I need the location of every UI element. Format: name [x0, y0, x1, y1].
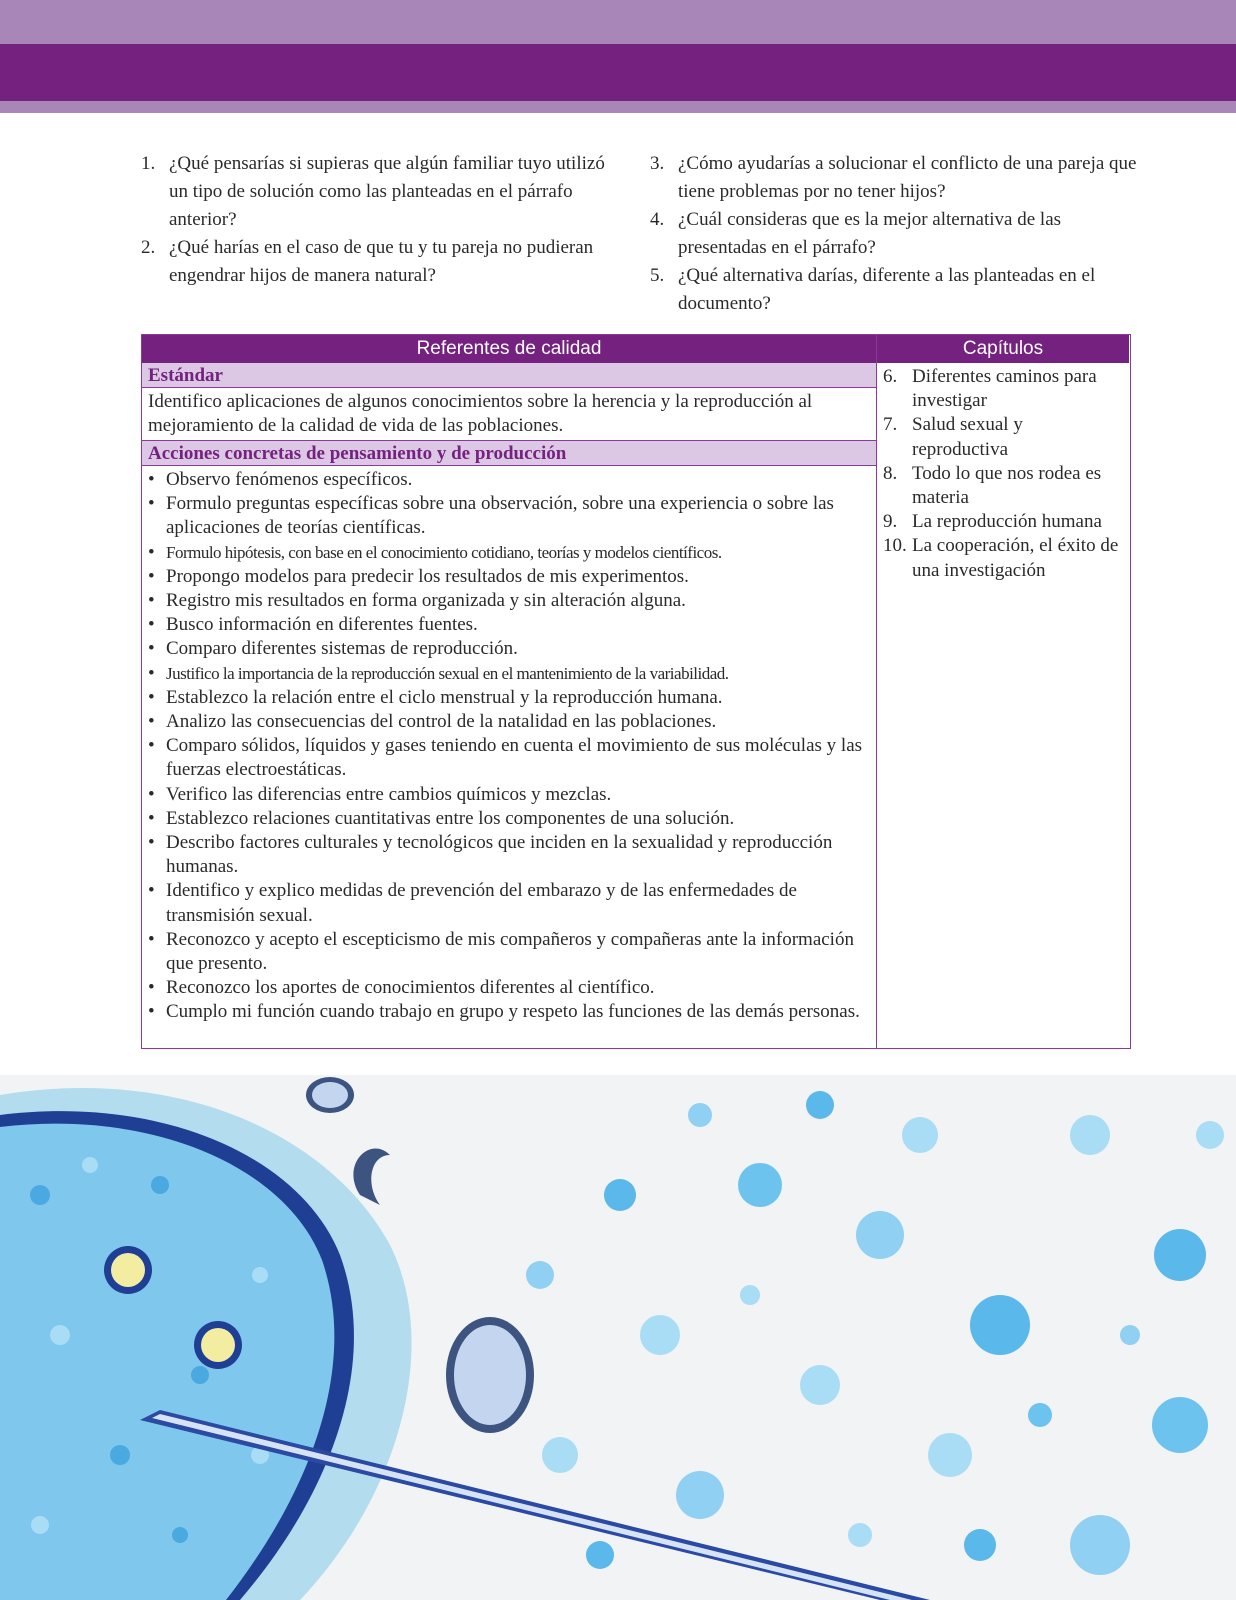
chapter-number: 9. — [883, 511, 898, 533]
action-item — [148, 879, 870, 927]
chapter-number: 10. — [883, 535, 907, 557]
bullet: • — [148, 614, 155, 636]
question-item — [650, 206, 1140, 262]
action-text: Analizo las consecuencias del control de la natalidad en las poblaciones. — [166, 711, 717, 733]
standard-label: Estándar — [142, 363, 876, 388]
question-text: ¿Cómo ayudarías a solucionar el conflicto de una pareja que tiene problemas por no tener hijos? — [678, 153, 1137, 202]
action-text: Cumplo mi función cuando trabajo en grupo y respeto las funciones de las demás personas. — [166, 1001, 860, 1023]
chapter-item — [883, 413, 1123, 461]
chapter-item — [883, 534, 1123, 582]
bullet: • — [148, 565, 155, 587]
bullet: • — [148, 469, 155, 490]
question-number: 1. — [141, 153, 156, 174]
action-item — [148, 613, 870, 637]
bullet: • — [148, 832, 155, 854]
action-item — [148, 807, 870, 831]
header-band-light — [0, 0, 1236, 44]
nucleus-1-core — [111, 1253, 145, 1287]
action-text: Establezco la relación entre el ciclo menstrual y la reproducción humana. — [166, 686, 723, 708]
bullet: • — [148, 686, 155, 708]
quality-references-table — [141, 334, 1131, 1049]
action-text: Verifico las diferencias entre cambios químicos y mezclas. — [166, 783, 612, 805]
action-text: Justifico la importancia de la reproducción sexual en el mantenimiento de la variabilidad. — [166, 663, 729, 683]
action-item — [148, 976, 870, 1000]
bullet: • — [148, 638, 155, 660]
polar-body-inner — [454, 1325, 526, 1425]
chapter-item — [883, 462, 1123, 510]
chapter-number: 8. — [883, 462, 898, 484]
bullet: • — [148, 590, 155, 612]
bullet: • — [148, 807, 155, 829]
question-number: 3. — [650, 153, 665, 174]
question-text: ¿Qué harías en el caso de que tu y tu pareja no pudieran engendrar hijos de manera natural? — [169, 237, 594, 286]
chapters-column — [877, 335, 1129, 1048]
action-item — [148, 565, 870, 589]
bullet: • — [148, 662, 155, 684]
action-text: Establezco relaciones cuantitativas entre los componentes de una solución. — [166, 807, 735, 829]
action-text: Comparo sólidos, líquidos y gases teniendo en cuenta el movimiento de sus moléculas y las fuerzas electroestáticas. — [166, 735, 863, 781]
action-text: Reconozco y acepto el escepticismo de mis compañeros y compañeras ante la información que presento. — [166, 928, 854, 975]
action-text: Describo factores culturales y tecnológicos que inciden en la sexualidad y reproducción humanas. — [166, 832, 833, 878]
action-item — [148, 662, 870, 686]
table-header-references: Referentes de calidad — [142, 335, 876, 363]
question-number: 5. — [650, 265, 665, 286]
chapter-title: La cooperación, el éxito de una investigación — [912, 535, 1119, 581]
header-band-bottom — [0, 101, 1236, 113]
standard-text: Identifico aplicaciones de algunos conocimientos sobre la herencia y la reproducción al mejoramiento de la calidad de vida de las poblaciones. — [142, 388, 876, 441]
bullet: • — [148, 880, 155, 902]
action-text: Comparo diferentes sistemas de reproducción. — [166, 638, 518, 660]
bullet: • — [148, 977, 155, 999]
action-text: Reconozco los aportes de conocimientos diferentes al científico. — [166, 977, 655, 999]
actions-label: Acciones concretas de pensamiento y de producción — [142, 441, 876, 466]
action-text: Busco información en diferentes fuentes. — [166, 614, 478, 636]
action-item — [148, 928, 870, 976]
actions-list — [142, 466, 876, 1025]
action-item — [148, 492, 870, 540]
action-text: Identifico y explico medidas de prevención del embarazo y de las enfermedades de transmisión sexual. — [166, 880, 797, 926]
bullet: • — [148, 735, 155, 757]
table-header-chapters: Capítulos — [877, 335, 1129, 363]
question-text: ¿Qué alternativa darías, diferente a las planteadas en el documento? — [678, 265, 1096, 314]
action-text: Observo fenómenos específicos. — [166, 469, 413, 490]
question-item — [141, 150, 621, 234]
bullet: • — [148, 541, 155, 563]
action-item — [148, 468, 870, 492]
action-text: Propongo modelos para predecir los resultados de mis experimentos. — [166, 565, 689, 587]
bullet: • — [148, 783, 155, 805]
bullet: • — [148, 1001, 155, 1023]
chapter-title: Salud sexual y reproductiva — [912, 414, 1023, 460]
action-text: Registro mis resultados en forma organizada y sin alteración alguna. — [166, 590, 686, 612]
question-text: ¿Qué pensarías si supieras que algún familiar tuyo utilizó un tipo de solución como las planteadas en el párrafo anterior? — [169, 153, 605, 230]
chapter-item — [883, 510, 1123, 534]
action-item — [148, 1000, 870, 1024]
question-number: 4. — [650, 209, 665, 230]
action-item — [148, 589, 870, 613]
chapter-title: Diferentes caminos para investigar — [912, 366, 1097, 412]
bullet: • — [148, 493, 155, 515]
question-text: ¿Cuál consideras que es la mejor alternativa de las presentadas en el párrafo? — [678, 209, 1062, 258]
action-text: Formulo preguntas específicas sobre una observación, sobre una experiencia o sobre las aplicaciones de teorías científicas. — [166, 493, 834, 539]
vesicle-top-inner — [312, 1082, 348, 1108]
chapter-title: Todo lo que nos rodea es materia — [912, 462, 1102, 509]
header-band-dark — [0, 44, 1236, 101]
egg-cell-illustration — [0, 1075, 1236, 1600]
action-item — [148, 637, 870, 661]
action-text: Formulo hipótesis, con base en el conocimiento cotidiano, teorías y modelos científicos. — [166, 542, 722, 562]
chapter-title: La reproducción humana — [912, 511, 1102, 533]
question-item — [650, 262, 1140, 318]
chapter-number: 7. — [883, 414, 898, 436]
chapter-number: 6. — [883, 366, 898, 387]
action-item — [148, 686, 870, 710]
question-number: 2. — [141, 237, 156, 258]
questions-left — [141, 150, 621, 290]
action-item — [148, 734, 870, 782]
nucleus-2-core — [201, 1328, 235, 1362]
chapters-list — [877, 363, 1129, 583]
action-item — [148, 831, 870, 879]
question-item — [141, 234, 621, 290]
action-item — [148, 710, 870, 734]
action-item — [148, 783, 870, 807]
quality-references-column — [142, 335, 877, 1048]
bullet: • — [148, 711, 155, 733]
chapter-item — [883, 365, 1123, 413]
action-item — [148, 541, 870, 565]
question-item — [650, 150, 1140, 206]
questions-right — [650, 150, 1140, 318]
bullet: • — [148, 928, 155, 950]
